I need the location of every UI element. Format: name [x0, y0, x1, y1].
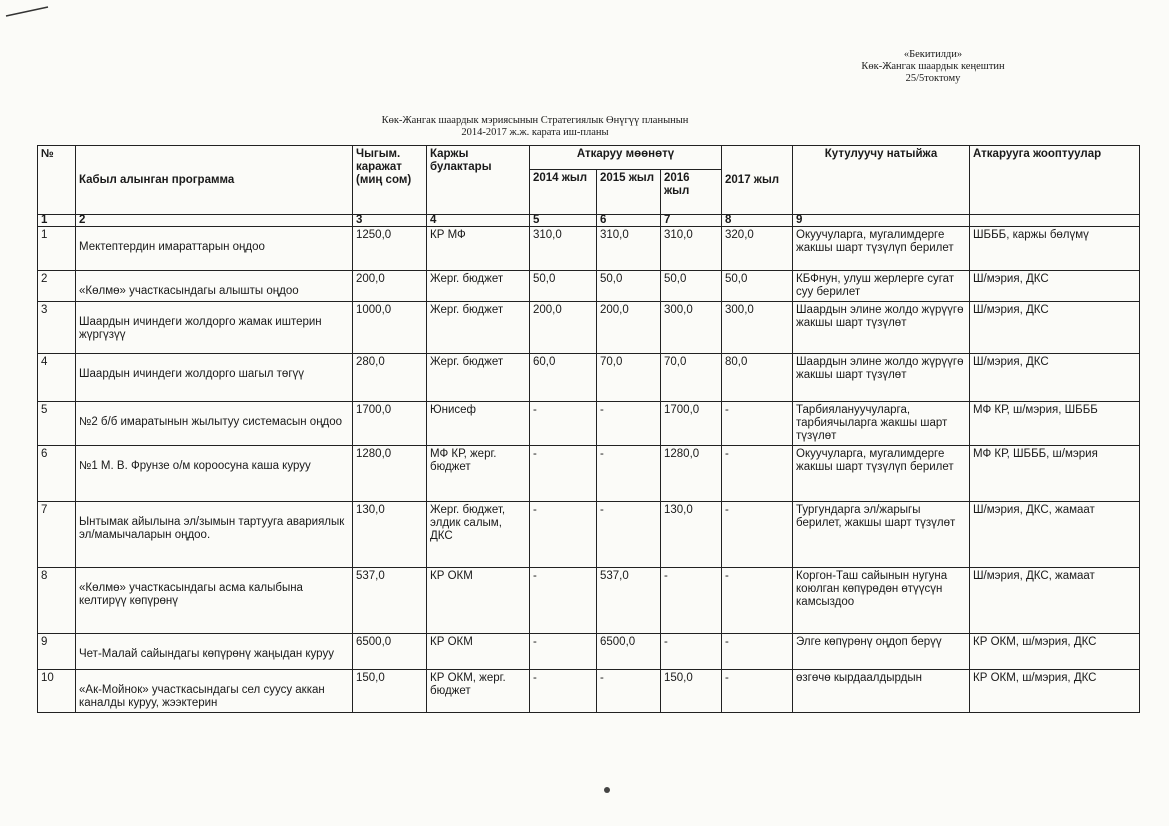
- cell-sources: Жерг. бюджет: [427, 302, 530, 354]
- document-title: [300, 115, 770, 139]
- cell-result: Тургундарга эл/жарыгы берилет, жакшы шарт түзүлөт: [793, 502, 970, 568]
- col-number: 1: [38, 215, 76, 227]
- col-number: [970, 215, 1140, 227]
- cell-y2015: 310,0: [597, 227, 661, 271]
- cell-program: Ынтымак айылына эл/зымын тартууга авариялык эл/мамычаларын оңдоо.: [76, 502, 353, 568]
- col-number: 8: [722, 215, 793, 227]
- title-line-1: Көк-Жангак шаардык мэриясынын Стратегиялык Өнүгүү планынын: [381, 115, 689, 126]
- header-program: Кабыл алынган программа: [76, 146, 353, 215]
- header-result: Кутулуучу натыйжа: [793, 146, 970, 215]
- cell-y2016: 150,0: [661, 670, 722, 713]
- cell-y2017: 80,0: [722, 354, 793, 402]
- cell-sources: Жерг. бюджет: [427, 271, 530, 302]
- cell-program: Шаардын ичиндеги жолдорго шагыл төгүү: [76, 354, 353, 402]
- cell-program: Шаардын ичиндеги жолдорго жамак иштерин жүргүзүү: [76, 302, 353, 354]
- cell-y2017: -: [722, 446, 793, 502]
- approval-line-1: «Бекитилди»: [903, 49, 963, 60]
- cell-program: «Көлмө» участкасындагы алышты оңдоо: [76, 271, 353, 302]
- cell-no: 2: [38, 271, 76, 302]
- header-cost: Чыгым. каражат (миң сом): [353, 146, 427, 215]
- scan-mark-icon: [4, 4, 50, 18]
- cell-y2015: 6500,0: [597, 634, 661, 670]
- cell-sources: КР ОКМ: [427, 568, 530, 634]
- cell-program: «Ак-Мойнок» участкасындагы сел суусу аккан каналды куруу, жээктерин: [76, 670, 353, 713]
- cell-y2017: -: [722, 502, 793, 568]
- cell-y2017: -: [722, 402, 793, 446]
- cell-program: Мектептердин имараттарын оңдоо: [76, 227, 353, 271]
- header-2015: 2015 жыл: [597, 170, 661, 215]
- cell-resp: ШБББ, каржы бөлүмү: [970, 227, 1140, 271]
- title-line-2: 2014-2017 ж.ж. карата иш-планы: [461, 127, 609, 138]
- cell-y2014: 60,0: [530, 354, 597, 402]
- cell-resp: Ш/мэрия, ДКС, жамаат: [970, 568, 1140, 634]
- cell-sources: Юнисеф: [427, 402, 530, 446]
- cell-y2014: -: [530, 402, 597, 446]
- approval-line-3: 25/5токтому: [905, 73, 961, 84]
- cell-y2015: -: [597, 670, 661, 713]
- cell-y2015: 200,0: [597, 302, 661, 354]
- cell-y2017: 320,0: [722, 227, 793, 271]
- table-row: [38, 502, 1140, 568]
- cell-cost: 537,0: [353, 568, 427, 634]
- plan-table: [37, 145, 1140, 713]
- cell-cost: 1700,0: [353, 402, 427, 446]
- cell-y2015: -: [597, 402, 661, 446]
- cell-y2015: 537,0: [597, 568, 661, 634]
- cell-y2017: -: [722, 568, 793, 634]
- cell-resp: МФ КР, ШБББ, ш/мэрия: [970, 446, 1140, 502]
- cell-resp: Ш/мэрия, ДКС: [970, 271, 1140, 302]
- header-2017: 2017 жыл: [722, 146, 793, 215]
- cell-y2015: 70,0: [597, 354, 661, 402]
- cell-cost: 280,0: [353, 354, 427, 402]
- cell-sources: Жерг. бюджет: [427, 354, 530, 402]
- table-row: [38, 354, 1140, 402]
- cell-y2016: 1280,0: [661, 446, 722, 502]
- cell-result: Окуучуларга, мугалимдерге жакшы шарт түзүлүп берилет: [793, 446, 970, 502]
- cell-result: Окуучуларга, мугалимдерге жакшы шарт түзүлүп берилет: [793, 227, 970, 271]
- cell-no: 3: [38, 302, 76, 354]
- cell-no: 4: [38, 354, 76, 402]
- cell-cost: 6500,0: [353, 634, 427, 670]
- table-row: [38, 302, 1140, 354]
- cell-y2014: 200,0: [530, 302, 597, 354]
- cell-program: №1 М. В. Фрунзе о/м короосуна каша куруу: [76, 446, 353, 502]
- table-row: [38, 402, 1140, 446]
- col-number: 9: [793, 215, 970, 227]
- col-number: 6: [597, 215, 661, 227]
- cell-result: Шаардын элине жолдо жүрүүгө жакшы шарт түзүлөт: [793, 302, 970, 354]
- header-no: №: [38, 146, 76, 215]
- cell-sources: КР ОКМ: [427, 634, 530, 670]
- cell-y2014: 50,0: [530, 271, 597, 302]
- cell-no: 6: [38, 446, 76, 502]
- cell-sources: МФ КР, жерг. бюджет: [427, 446, 530, 502]
- table-row: [38, 446, 1140, 502]
- cell-result: Шаардын элине жолдо жүрүүгө жакшы шарт түзүлөт: [793, 354, 970, 402]
- cell-y2017: 300,0: [722, 302, 793, 354]
- table-row: [38, 271, 1140, 302]
- cell-y2016: -: [661, 568, 722, 634]
- col-number: 3: [353, 215, 427, 227]
- cell-resp: МФ КР, ш/мэрия, ШБББ: [970, 402, 1140, 446]
- cell-result: өзгөчө кырдаалдырдын: [793, 670, 970, 713]
- cell-y2016: 70,0: [661, 354, 722, 402]
- approval-line-2: Көк-Жангак шаардык кеңештин: [861, 61, 1005, 72]
- cell-y2016: -: [661, 634, 722, 670]
- header-sources: Каржы булактары: [427, 146, 530, 215]
- cell-result: Элге көпүрөнү оңдоп берүү: [793, 634, 970, 670]
- cell-resp: Ш/мэрия, ДКС: [970, 302, 1140, 354]
- cell-program: «Көлмө» участкасындагы асма калыбына келтирүү көпүрөнү: [76, 568, 353, 634]
- cell-cost: 1280,0: [353, 446, 427, 502]
- cell-no: 8: [38, 568, 76, 634]
- cell-resp: КР ОКМ, ш/мэрия, ДКС: [970, 634, 1140, 670]
- cell-y2015: -: [597, 446, 661, 502]
- cell-result: Коргон-Таш сайынын нугуна коюлган көпүрөдөн өтүүсүн камсыздоо: [793, 568, 970, 634]
- cell-resp: Ш/мэрия, ДКС: [970, 354, 1140, 402]
- approval-stamp: [838, 49, 1028, 85]
- header-2014: 2014 жыл: [530, 170, 597, 215]
- col-number: 5: [530, 215, 597, 227]
- cell-y2017: -: [722, 634, 793, 670]
- table-row: [38, 670, 1140, 713]
- cell-resp: КР ОКМ, ш/мэрия, ДКС: [970, 670, 1140, 713]
- cell-y2016: 1700,0: [661, 402, 722, 446]
- cell-y2014: -: [530, 634, 597, 670]
- cell-program: №2 б/б имаратынын жылытуу системасын оңдоо: [76, 402, 353, 446]
- header-responsible: Аткарууга жооптуулар: [970, 146, 1140, 215]
- cell-no: 10: [38, 670, 76, 713]
- col-number: 7: [661, 215, 722, 227]
- cell-y2014: -: [530, 670, 597, 713]
- cell-y2017: 50,0: [722, 271, 793, 302]
- cell-y2017: -: [722, 670, 793, 713]
- cell-y2015: -: [597, 502, 661, 568]
- cell-no: 1: [38, 227, 76, 271]
- cell-cost: 1000,0: [353, 302, 427, 354]
- table-row: [38, 568, 1140, 634]
- cell-y2014: -: [530, 446, 597, 502]
- table-row: [38, 634, 1140, 670]
- cell-no: 9: [38, 634, 76, 670]
- cell-y2016: 130,0: [661, 502, 722, 568]
- cell-sources: КР ОКМ, жерг. бюджет: [427, 670, 530, 713]
- cell-y2016: 310,0: [661, 227, 722, 271]
- cell-y2014: -: [530, 568, 597, 634]
- col-number: 2: [76, 215, 353, 227]
- cell-resp: Ш/мэрия, ДКС, жамаат: [970, 502, 1140, 568]
- cell-y2014: -: [530, 502, 597, 568]
- cell-y2016: 300,0: [661, 302, 722, 354]
- cell-cost: 150,0: [353, 670, 427, 713]
- cell-y2016: 50,0: [661, 271, 722, 302]
- cell-cost: 200,0: [353, 271, 427, 302]
- cell-program: Чет-Малай сайындагы көпүрөнү жаңыдан куруу: [76, 634, 353, 670]
- cell-result: КБФнун, улуш жерлерге сугат суу берилет: [793, 271, 970, 302]
- table-row: [38, 227, 1140, 271]
- header-term: Аткаруу мөөнөтү: [530, 146, 722, 170]
- scan-dot: [604, 787, 610, 793]
- cell-no: 7: [38, 502, 76, 568]
- header-2016: 2016 жыл: [661, 170, 722, 215]
- cell-cost: 1250,0: [353, 227, 427, 271]
- cell-result: Тарбиялануучуларга, тарбиячыларга жакшы шарт түзүлөт: [793, 402, 970, 446]
- plan-table-body: [38, 227, 1140, 713]
- cell-y2014: 310,0: [530, 227, 597, 271]
- cell-y2015: 50,0: [597, 271, 661, 302]
- cell-cost: 130,0: [353, 502, 427, 568]
- cell-sources: КР МФ: [427, 227, 530, 271]
- cell-no: 5: [38, 402, 76, 446]
- cell-sources: Жерг. бюджет, элдик салым, ДКС: [427, 502, 530, 568]
- col-number: 4: [427, 215, 530, 227]
